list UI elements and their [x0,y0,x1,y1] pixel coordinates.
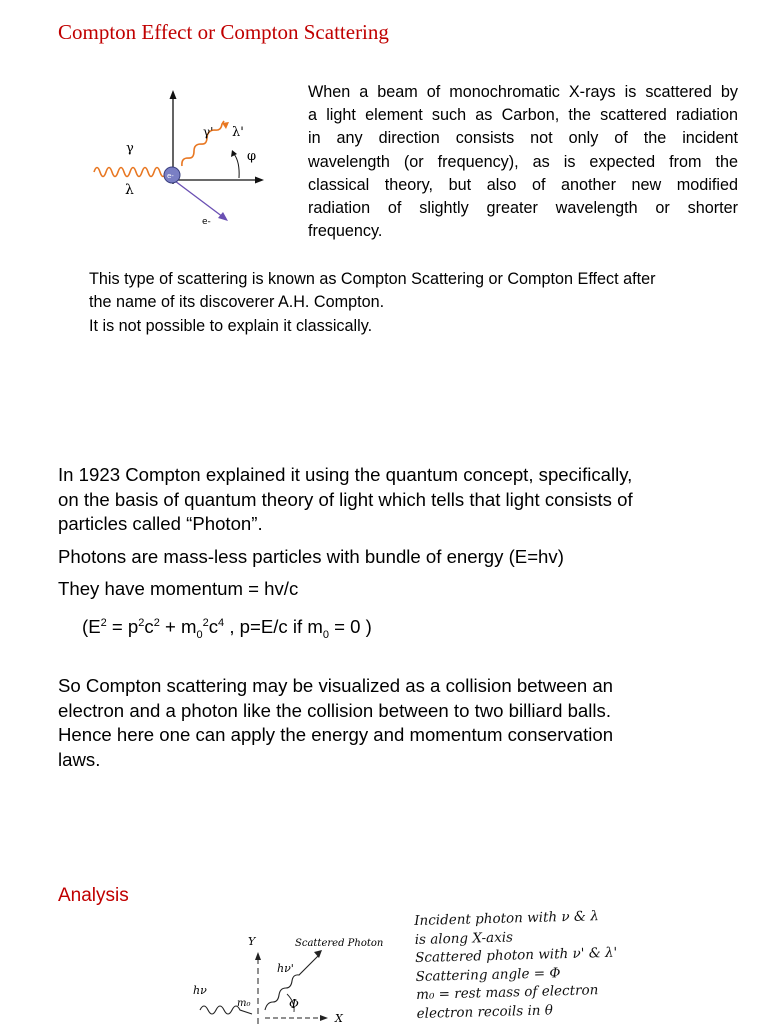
definition-line: This type of scattering is known as Compton Scattering or Compton Effect after [89,270,656,288]
sketch-x-arrow [320,1015,328,1021]
handwritten-notes [414,907,619,1023]
lambda-prime-label: λ' [232,125,244,140]
analysis-heading: Analysis [58,885,129,906]
handwritten-note: electron recoils in θ [416,1001,554,1022]
recoil-electron-arrow [218,212,228,221]
collision-line: So Compton scattering may be visualized as a collision between an [58,675,614,696]
definition-line: the name of its discoverer A.H. Compton. [89,293,385,312]
handwritten-note: m₀ = rest mass of electron [415,982,599,1003]
horizontal-axis-arrow [255,177,264,184]
eq-sup: 2 [202,617,209,629]
intro-line: a light element such as Carbon, the scattered radiation [308,106,738,125]
gamma-prime-label: γ' [203,125,214,139]
sketch-y-arrow [255,952,261,960]
energy-momentum-equation [82,609,372,649]
collision-line: laws. [58,748,101,770]
sketch-hv-label: hν [193,984,207,997]
eq-part: c [208,616,219,638]
eq-sup: 2 [153,617,160,629]
intro-line: When a beam of monochromatic X-rays is scattered by [308,83,738,101]
handwritten-note: Incident photon with ν & λ [414,908,599,929]
lambda-label: λ [125,182,134,198]
sketch-phi-label: Φ [289,997,299,1011]
eq-sub: 0 [322,628,329,641]
quantum-line: on the basis of quantum theory of light which tells that light consists of [58,488,633,510]
sketch-y-label: Y [248,935,256,948]
eq-sup: 2 [100,617,107,629]
collision-line: Hence here one can apply the energy and momentum conservation [58,724,614,745]
compton-diagram [86,86,286,236]
photons-line: Photons are mass-less particles with bundle of energy (E=hv) [58,546,564,567]
page-title: Compton Effect or Compton Scattering [58,20,389,44]
eq-part: + m [159,616,197,638]
eq-part: , p=E/c if m [224,616,323,638]
quantum-line: particles called “Photon”. [58,513,263,534]
quantum-line: In 1923 Compton explained it using the quantum concept, specifically, [58,464,633,485]
atom-label: e- [167,172,174,180]
scattering-angle-arc [234,154,239,178]
eq-part: (E [82,616,101,638]
angle-arc-arrow [231,150,237,157]
sketch-m0-label: m₀ [237,998,251,1009]
intro-line: classical theory, but also of another new modified [308,175,738,194]
eq-part: = 0 ) [328,616,372,638]
incident-photon-wave [94,168,174,177]
sketch-x-label: X [335,1012,343,1024]
eq-sup: 4 [218,617,225,629]
collision-paragraph [58,674,613,772]
sketch-scattered-arrow [314,950,322,958]
eq-sup: 2 [138,617,145,629]
intro-paragraph [308,81,738,243]
intro-line: wavelength (or frequency), as is expected from the [308,152,738,171]
sketch-hv-prime-label: hν' [277,962,294,975]
handwritten-note: is along X-axis [414,928,514,948]
eq-part: c [144,616,154,638]
intro-line: in any direction consists not only of the incident [308,129,738,148]
eq-sub: 0 [196,628,203,641]
definition-line: It is not possible to explain it classically. [89,316,373,335]
gamma-label: γ [126,141,134,156]
quantum-paragraph [58,463,633,537]
electron-label: e- [202,217,211,227]
handwritten-collision-sketch [185,928,405,1024]
collision-line: electron and a photon like the collision between to two billiard balls. [58,699,611,721]
eq-part: = p [106,616,139,638]
intro-line: radiation of slightly greater wavelength or shorter [308,198,738,217]
handwritten-note: Scattered photon with ν' & λ' [414,944,618,966]
intro-line: frequency. [308,222,383,241]
vertical-axis-arrow [170,90,177,99]
compton-definition-paragraph [89,268,656,338]
scattered-photon-arrow [222,122,229,129]
handwritten-note: Scattering angle = Φ [415,964,561,985]
momentum-line: They have momentum = hv/c [58,578,299,599]
recoil-electron-path [175,181,223,217]
sketch-scattered-photon-label: Scattered Photon [295,938,384,949]
phi-label: φ [247,149,257,164]
